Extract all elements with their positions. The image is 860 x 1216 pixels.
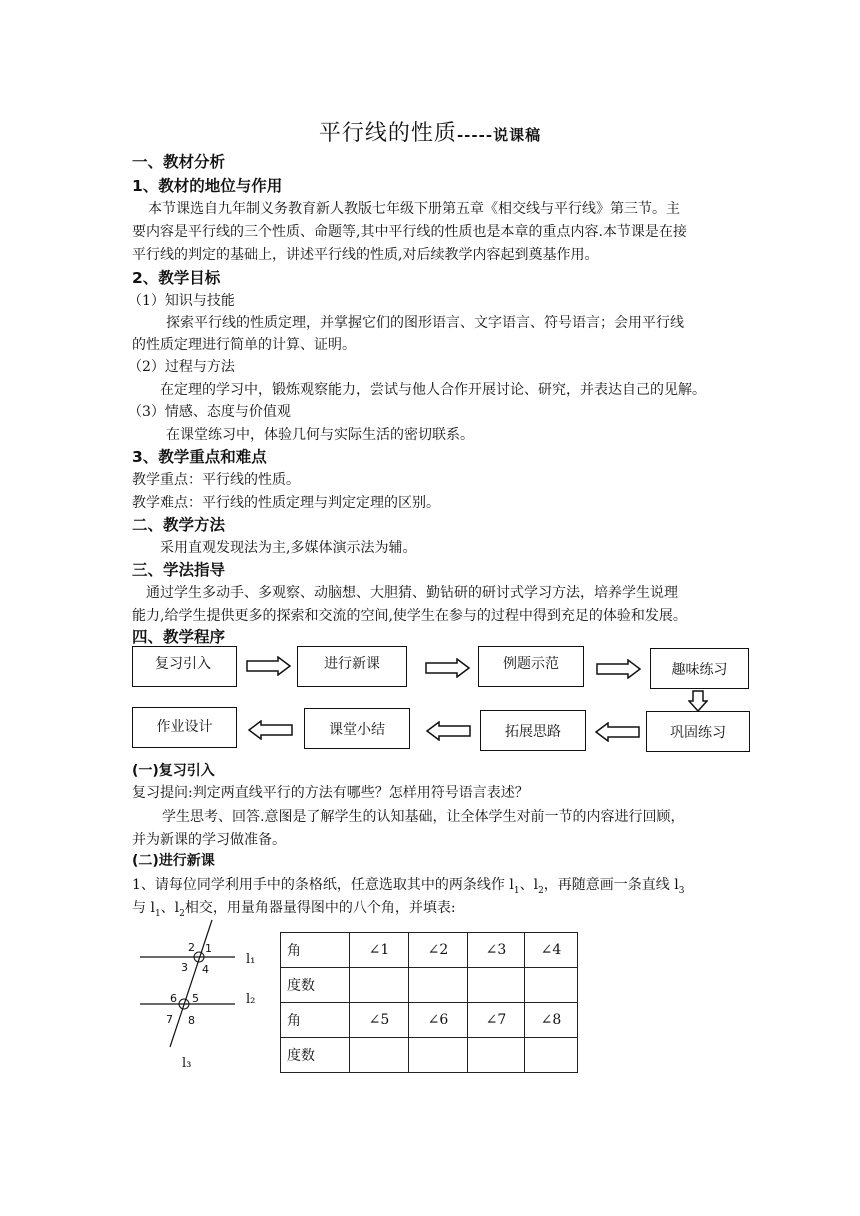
subscript: 1 <box>513 885 520 896</box>
parallel-lines-figure <box>130 915 270 1075</box>
text-part: 相交，用量角器量得图中的八个角，并填表: <box>184 900 456 916</box>
flow-box-label: 巩固练习 <box>670 724 726 741</box>
table-cell: ∠4 <box>525 933 578 968</box>
flow-box-fun-practice <box>650 648 749 689</box>
section-heading-1: 一、教材分析 <box>132 153 226 171</box>
table-cell[interactable] <box>409 968 468 1003</box>
subheading-1-3: 3、教学重点和难点 <box>132 448 267 466</box>
paragraph-line: 采用直观发现法为主,多媒体演示法为辅。 <box>160 540 417 556</box>
part-heading-review: (一)复习引入 <box>132 763 215 779</box>
flow-box-label: 作业设计 <box>156 719 213 735</box>
difficult-point: 教学难点：平行线的性质定理与判定定理的区别。 <box>132 495 440 511</box>
page-title <box>0 116 860 147</box>
flow-box-new-lesson <box>297 646 407 687</box>
table-cell: 角 <box>281 1003 350 1038</box>
table-cell: ∠6 <box>409 1003 468 1038</box>
table-cell[interactable] <box>409 1038 468 1073</box>
flow-box-label: 例题示范 <box>503 656 559 672</box>
key-point: 教学重点：平行线的性质。 <box>132 472 300 488</box>
angle-label: 4 <box>202 963 209 976</box>
line-l3 <box>170 920 212 1047</box>
flow-box-label: 课堂小结 <box>329 721 385 738</box>
table-cell: 度数 <box>281 1038 350 1073</box>
table-row <box>281 968 578 1003</box>
arrow-right-icon <box>425 658 471 678</box>
arrow-left-icon <box>594 722 640 742</box>
table-cell[interactable] <box>468 1038 525 1073</box>
subscript: 1 <box>154 908 161 919</box>
flow-box-homework <box>132 707 237 748</box>
title-sub: -----说课稿 <box>456 126 542 144</box>
angle-label: 2 <box>188 941 195 954</box>
section-heading-2: 二、教学方法 <box>132 516 226 534</box>
title-main: 平行线的性质 <box>318 121 457 146</box>
table-cell[interactable] <box>525 968 578 1003</box>
flow-box-label: 趣味练习 <box>671 661 728 678</box>
line-label: l₁ <box>246 952 256 967</box>
table-cell: ∠7 <box>468 1003 525 1038</box>
flow-box-examples <box>478 646 584 687</box>
paragraph-line: 要内容是平行线的三个性质、命题等,其中平行线的性质也是本章的重点内容.本节课是在接 <box>132 224 687 240</box>
goal-heading-3: （3）情感、态度与价值观 <box>128 404 291 420</box>
table-cell: ∠5 <box>350 1003 409 1038</box>
flow-box-label: 复习引入 <box>155 656 211 672</box>
flow-box-consolidation <box>646 711 750 752</box>
paragraph-line: 通过学生多动手、多观察、动脑想、大胆猜、勤钻研的研讨式学习方法，培养学生说理 <box>146 585 678 601</box>
paragraph-line: 在定理的学习中，锻炼观察能力，尝试与他人合作开展讨论、研究，并表达自己的见解。 <box>160 382 706 398</box>
section-heading-4: 四、教学程序 <box>132 628 226 646</box>
angle-label: 1 <box>205 942 212 955</box>
table-cell: ∠3 <box>468 933 525 968</box>
flow-box-summary <box>304 708 410 749</box>
paragraph-line: 能力,给学生提供更多的探索和交流的空间,使学生在参与的过程中得到充足的体验和发展。 <box>132 608 687 624</box>
table-cell: 度数 <box>281 968 350 1003</box>
paragraph-line: 在课堂练习中，体验几何与实际生活的密切联系。 <box>166 427 474 443</box>
table-cell: 角 <box>281 933 350 968</box>
table-cell[interactable] <box>350 1038 409 1073</box>
angle-label: 6 <box>170 992 177 1005</box>
angle-table <box>280 932 578 1073</box>
paragraph-line: 学生思考、回答.意图是了解学生的认知基础，让全体学生对前一节的内容进行回顾， <box>162 809 685 825</box>
table-cell: ∠1 <box>350 933 409 968</box>
table-row <box>281 933 578 968</box>
text-part: 、l <box>519 877 539 893</box>
flow-box-label: 进行新课 <box>324 656 380 672</box>
subheading-1-1: 1、教材的地位与作用 <box>132 177 283 195</box>
arrow-left-icon <box>247 720 293 740</box>
text-part: 1、请每位同学利用手中的条格纸，任意选取其中的两条线作 l <box>132 877 514 893</box>
arrow-down-icon <box>688 690 708 712</box>
subscript: 2 <box>538 885 544 896</box>
subscript: 2 <box>179 908 185 919</box>
table-cell[interactable] <box>525 1038 578 1073</box>
line-label: l₂ <box>246 992 256 1007</box>
table-row <box>281 1038 578 1073</box>
paragraph-line: 平行线的判定的基础上，讲述平行线的性质,对后续教学内容起到奠基作用。 <box>132 247 599 263</box>
angle-label: 8 <box>188 1014 195 1027</box>
goal-heading-2: （2）过程与方法 <box>128 359 235 375</box>
table-row <box>281 1003 578 1038</box>
text-part: ，再随意画一条直线 l <box>543 877 679 893</box>
arrow-right-icon <box>246 656 292 676</box>
subheading-1-2: 2、教学目标 <box>132 269 221 287</box>
paragraph-line: 的性质定理进行简单的计算、证明。 <box>132 337 356 353</box>
arrow-right-icon <box>596 659 642 679</box>
flow-box-extension <box>480 710 586 751</box>
text-part: 与 l <box>132 900 155 916</box>
paragraph-line <box>132 874 684 896</box>
table-cell[interactable] <box>468 968 525 1003</box>
angle-label: 5 <box>192 992 199 1005</box>
flow-box-label: 拓展思路 <box>505 723 561 740</box>
flow-box-review <box>132 646 237 687</box>
paragraph-line: 复习提问:判定两直线平行的方法有哪些？怎样用符号语言表述？ <box>132 785 529 801</box>
paragraph-line: 探索平行线的性质定理，并掌握它们的图形语言、文字语言、符号语言；会用平行线 <box>166 315 684 331</box>
line-label: l₃ <box>182 1056 192 1071</box>
angle-label: 7 <box>166 1013 173 1026</box>
goal-heading-1: （1）知识与技能 <box>128 293 235 309</box>
angle-label: 3 <box>181 961 188 974</box>
paragraph-line: 本节课选自九年制义务教育新人教版七年级下册第五章《相交线与平行线》第三节。主 <box>148 201 680 217</box>
arrow-left-icon <box>425 721 471 741</box>
table-cell[interactable] <box>350 968 409 1003</box>
section-heading-3: 三、学法指导 <box>132 561 226 579</box>
part-heading-new-lesson: (二)进行新课 <box>132 853 215 869</box>
paragraph-line: 并为新课的学习做准备。 <box>132 832 286 848</box>
text-part: 、l <box>160 900 180 916</box>
table-cell: ∠8 <box>525 1003 578 1038</box>
table-cell: ∠2 <box>409 933 468 968</box>
subscript: 3 <box>678 885 685 896</box>
